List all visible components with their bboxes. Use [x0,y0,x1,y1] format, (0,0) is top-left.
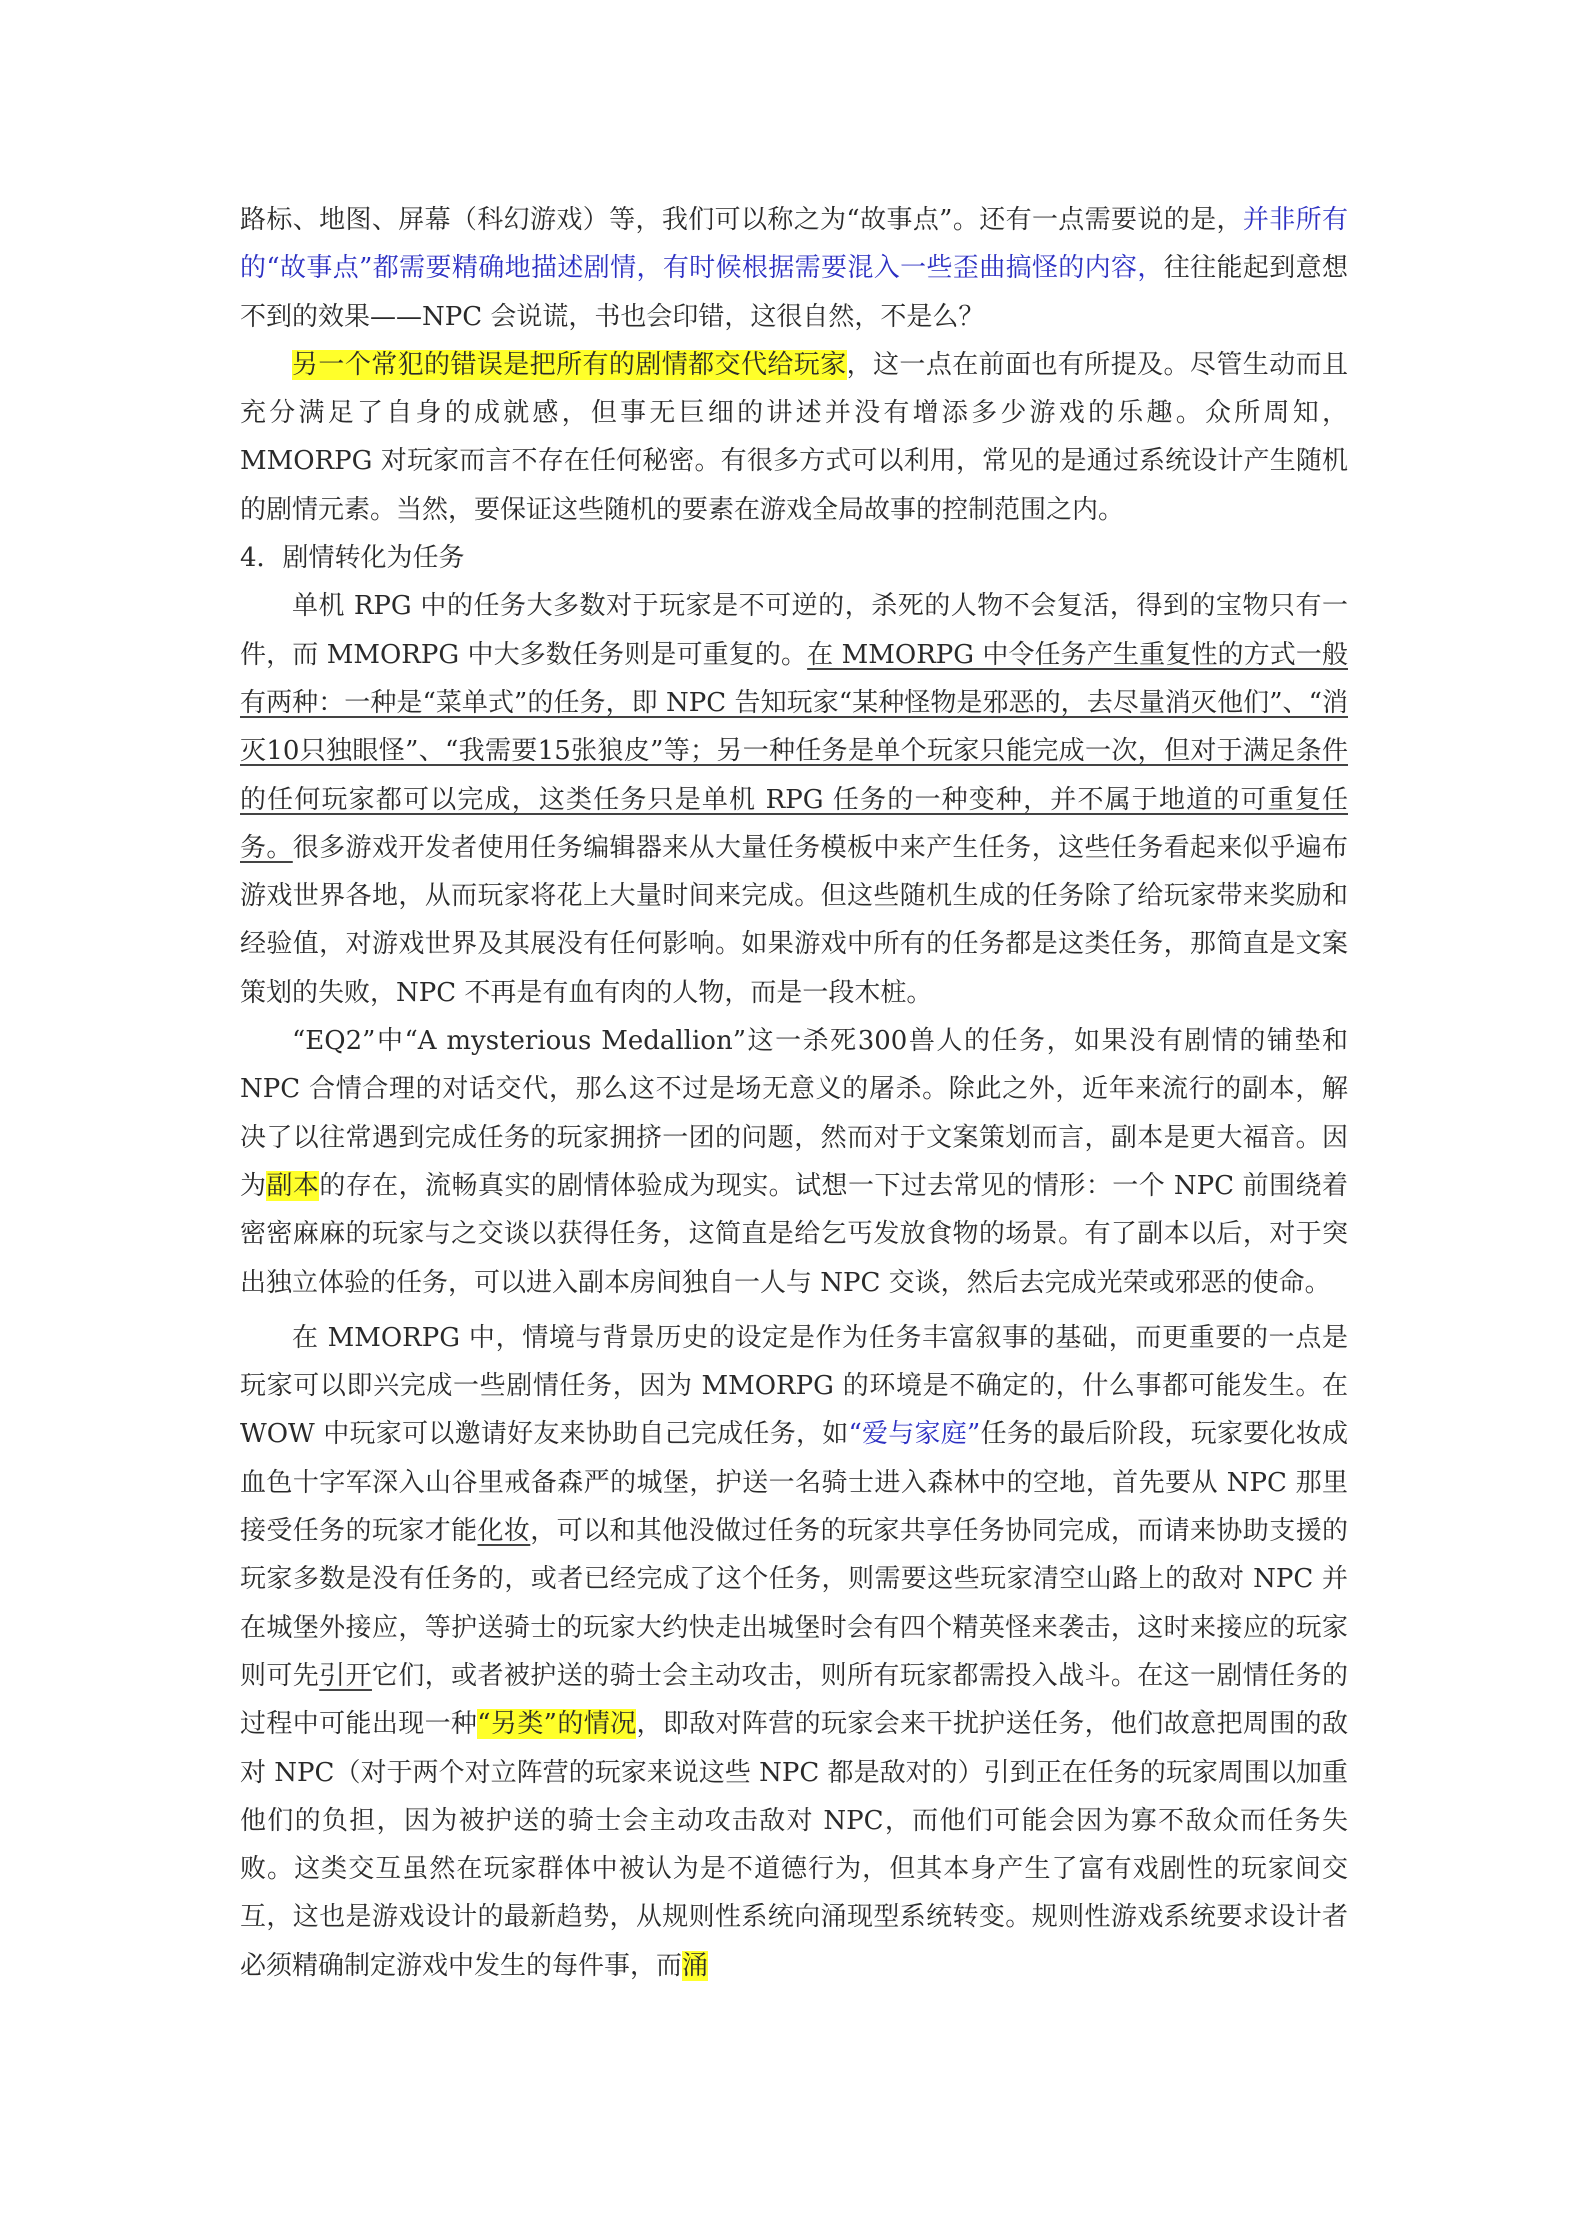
paragraph-text: 单机 RPG 中的任务大多数对于玩家是不可逆的，杀死的人物不会复活，得到的宝物只有一件，而 MMORPG 中大多数任务则是可重复的。 [240,591,1348,670]
paragraph-common-mistake [240,341,1348,534]
highlighted-text: 另一个常犯的错误是把所有的剧情都交代给玩家 [292,349,847,380]
paragraph-mmorpg-emergent [240,1314,1348,1990]
paragraph-text: ，可以和其他没做过任务的玩家共享任务协同完成，而请来协助支援的玩家多数是没有任务的，或者已经完成了这个任务，则需要这些玩家清空山路上的敌对 NPC 并在城堡外接应，等护送骑士的玩家大约快走出城堡时会有四个精英怪来袭击，这时来接应的玩家则可先 [240,1516,1348,1691]
paragraph-text: 它们，或者被护送的骑士会主动攻击，则所有玩家都需投入战斗。在这一剧情任务的过程中可能出现一种 [240,1660,1348,1740]
paragraph-text: 很多游戏开发者使用任务编辑器来从大量任务模板中来产生任务，这些任务看起来似乎遍布游戏世界各地，从而玩家将花上大量时间来完成。但这些随机生成的任务除了给玩家带来奖励和经验值，对游戏世界及其展没有任何影响。如果游戏中所有的任务都是这类任务，那简直是文案策划的失败，NPC 不再是有血有肉的人物，而是一段木桩。 [240,832,1348,1008]
paragraph-story-points [240,196,1348,341]
paragraph-text: 在 MMORPG 中，情境与背景历史的设定是作为任务丰富叙事的基础，而更重要的一点是玩家可以即兴完成一些剧情任务，因为 MMORPG 的环境是不确定的，什么事都可能发生。在 WOW 中玩家可以邀请好友来协助自己完成任务，如 [240,1322,1348,1450]
paragraph-text: 路标、地图、屏幕（科幻游戏）等，我们可以称之为“故事点”。还有一点需要说的是， [240,205,1243,235]
document-page [240,196,1348,1990]
blue-emphasis-text: 并非所有的“故事点”都需要精确地描述剧情，有时候根据需要混入一些歪曲搞怪的内容， [240,205,1348,284]
paragraph-text: 往往能起到意想不到的效果——NPC 会说谎，书也会印错，这很自然，不是么？ [240,253,1348,332]
paragraph-text: “EQ2”中“A mysterious Medallion”这一杀死300兽人的任务，如果没有剧情的铺垫和 NPC 合情合理的对话交代，那么这不过是场无意义的屠杀。除此之外，近年来流行的副本，解决了以往常遇到完成任务的玩家拥挤一团的问题，然而对于文案策划而言，副本是更大福音。因为 [240,1026,1348,1201]
highlighted-text: 涌 [682,1950,709,1981]
highlighted-text: “另类”的情况 [477,1709,637,1740]
paragraph-single-player-rpg [240,582,1348,1017]
highlighted-text: 副本 [266,1170,320,1201]
paragraph-text: ，这一点在前面也有所提及。尽管生动而且充分满足了自身的成就感，但事无巨细的讲述并没有增添多少游戏的乐趣。众所周知，MMORPG 对玩家而言不存在任何秘密。有很多方式可以利用，常见的是通过系统设计产生随机的剧情元素。当然，要保证这些随机的要素在游戏全局故事的控制范围之内。 [240,349,1348,525]
paragraph-text: 任务的最后阶段，玩家要化妆成血色十字军深入山谷里戒备森严的城堡，护送一名骑士进入森林中的空地，首先要从 NPC 那里接受任务的玩家才能 [240,1419,1348,1547]
underlined-text: 在 MMORPG 中令任务产生重复性的方式一般有两种：一种是“菜单式”的任务，即 NPC 告知玩家“某种怪物是邪恶的，去尽量消灭他们”、“消灭10只独眼怪”、“我需要15张狼皮”等；另一种任务是单个玩家只能完成一次，但对于满足条件的任何玩家都可以完成，这类任务只是单机 RPG 任务的一种变种，并不属于地道的可重复任务。 [240,639,1348,863]
section-heading: 4．剧情转化为任务 [240,543,465,574]
paragraph-eq2-instances [240,1017,1348,1307]
blue-emphasis-text: “爱与家庭” [848,1419,981,1450]
paragraph-text: ，即敌对阵营的玩家会来干扰护送任务，他们故意把周围的敌对 NPC（对于两个对立阵营的玩家来说这些 NPC 都是敌对的）引到正在任务的玩家周围以加重他们的负担，因为被护送的骑士会主动攻击敌对 NPC，而他们可能会因为寡不敌众而任务失败。这类交互虽然在玩家群体中被认为是不道德行为，但其本身产生了富有戏剧性的玩家间交互，这也是游戏设计的最新趋势，从规则性系统向涌现型系统转变。规则性游戏系统要求设计者必须精确制定游戏中发生的每件事，而 [240,1709,1348,1981]
underlined-text: 化妆 [477,1516,531,1547]
underlined-text: 引开 [319,1660,372,1691]
paragraph-text: 的存在，流畅真实的剧情体验成为现实。试想一下过去常见的情形：一个 NPC 前围绕着密密麻麻的玩家与之交谈以获得任务，这简直是给乞丐发放食物的场景。有了副本以后，对于突出独立体验的任务，可以进入副本房间独自一人与 NPC 交谈，然后去完成光荣或邪恶的使命。 [240,1170,1348,1298]
